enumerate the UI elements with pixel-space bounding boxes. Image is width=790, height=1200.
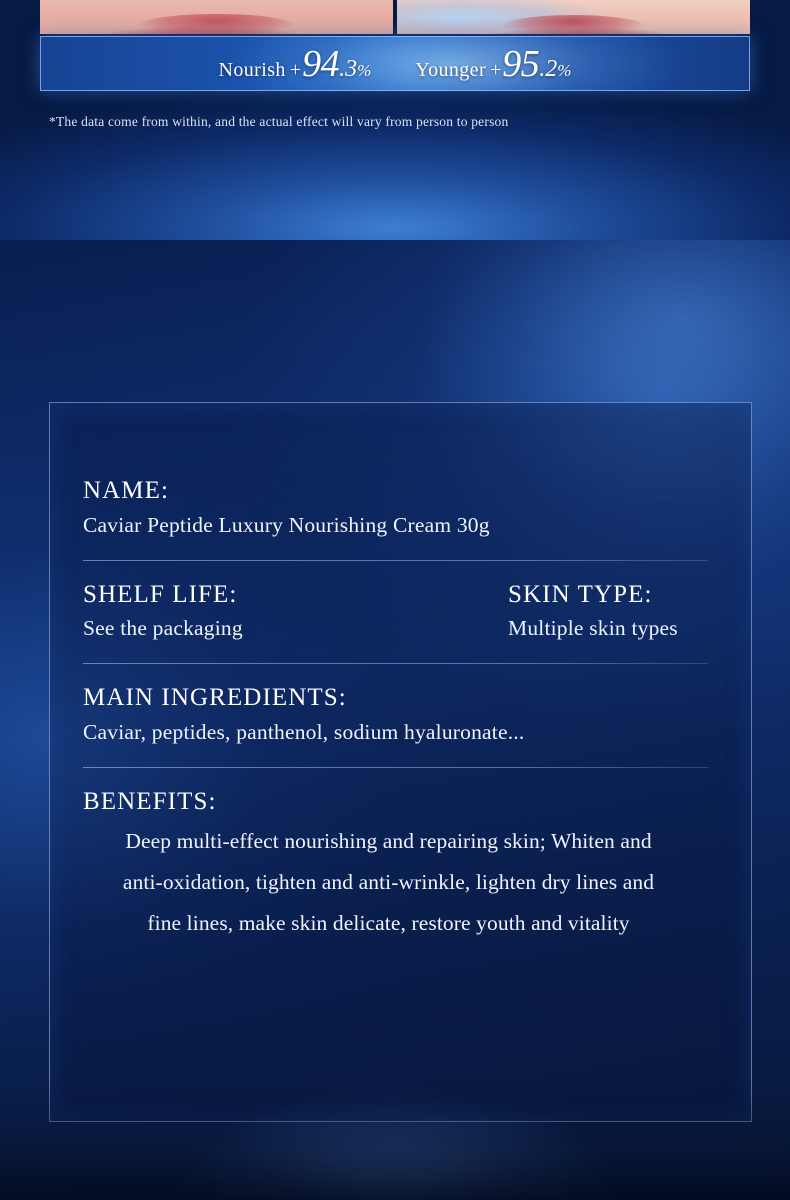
results-banner-section bbox=[0, 0, 790, 240]
field-benefits-line-3: fine lines, make skin delicate, restore youth and vitality bbox=[147, 910, 630, 935]
stat-nourish-plus: + bbox=[289, 58, 302, 81]
stat-nourish bbox=[218, 42, 372, 85]
stat-younger-percent: % bbox=[557, 60, 572, 80]
stat-younger-integer: 95 bbox=[502, 42, 540, 85]
field-name-title: NAME: bbox=[83, 477, 170, 504]
stat-nourish-decimal: .3 bbox=[339, 55, 358, 82]
stat-nourish-percent: % bbox=[357, 60, 372, 80]
disclaimer-text: *The data come from within, and the actual effect will vary from person to person bbox=[49, 114, 509, 129]
field-benefits-title: BENEFITS: bbox=[83, 787, 217, 815]
stat-nourish-integer: 94 bbox=[302, 42, 340, 85]
field-benefits bbox=[83, 788, 694, 942]
field-skin-type-value: Multiple skin types bbox=[508, 616, 678, 641]
field-name bbox=[83, 477, 694, 539]
stats-bar bbox=[40, 36, 750, 91]
divider-3 bbox=[83, 767, 708, 768]
field-name-value: Caviar Peptide Luxury Nourishing Cream 30g bbox=[83, 512, 490, 537]
field-benefits-line-2: anti-oxidation, tighten and anti-wrinkle, lighten dry lines and bbox=[122, 869, 655, 894]
stat-younger-decimal: .2 bbox=[539, 55, 558, 82]
divider-2 bbox=[83, 663, 708, 664]
divider-1 bbox=[83, 560, 708, 561]
stat-younger-label: Younger bbox=[415, 58, 487, 81]
field-main-ingredients-title: MAIN INGREDIENTS: bbox=[83, 684, 347, 712]
product-info-card bbox=[49, 402, 752, 1122]
field-main-ingredients bbox=[83, 684, 694, 746]
field-benefits-line-1: Deep multi-effect nourishing and repairing skin; Whiten and bbox=[125, 828, 652, 853]
field-shelf-life bbox=[83, 581, 508, 643]
before-after-photo-strip bbox=[40, 0, 750, 34]
field-main-ingredients-value: Caviar, peptides, panthenol, sodium hyaluronate... bbox=[83, 720, 525, 744]
field-row-shelf-skin bbox=[83, 581, 694, 643]
stat-younger-plus: + bbox=[490, 58, 502, 81]
before-photo bbox=[40, 0, 393, 34]
stat-nourish-label: Nourish bbox=[218, 58, 286, 81]
after-photo bbox=[397, 0, 750, 34]
stat-younger bbox=[415, 42, 572, 85]
product-info-section bbox=[0, 240, 790, 1200]
field-shelf-life-value: See the packaging bbox=[83, 616, 243, 641]
field-skin-type-title: SKIN TYPE: bbox=[508, 580, 653, 608]
field-shelf-life-title: SHELF LIFE: bbox=[83, 580, 238, 608]
field-skin-type bbox=[508, 581, 694, 643]
